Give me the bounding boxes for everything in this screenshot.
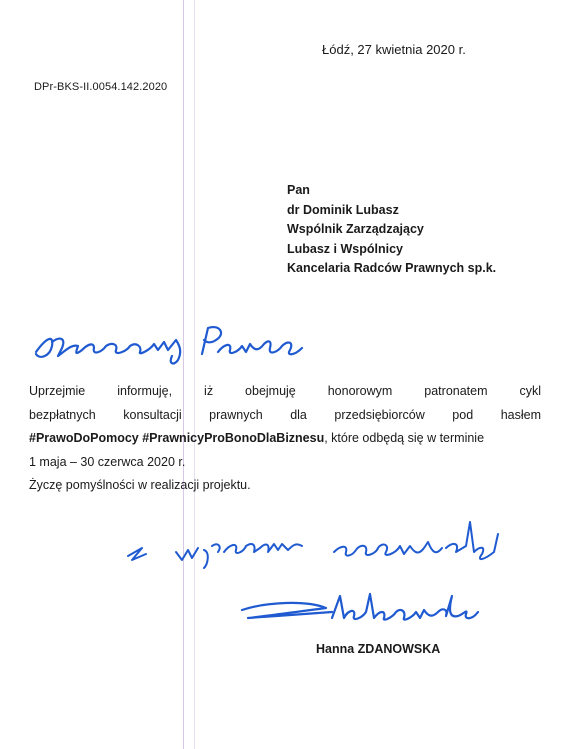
body-line: Uprzejmie informuję, iż obejmuję honorowym patronatem cykl xyxy=(29,384,541,398)
addressee-line: dr Dominik Lubasz xyxy=(287,202,399,217)
reference-number: DPr-BKS-II.0054.142.2020 xyxy=(34,81,168,93)
signer-name: Hanna ZDANOWSKA xyxy=(316,642,441,656)
body-line: 1 maja – 30 czerwca 2020 r. xyxy=(29,454,186,469)
handwritten-closing xyxy=(120,512,540,572)
signature xyxy=(236,588,496,636)
addressee-line: Wspólnik Zarządzający xyxy=(287,222,424,236)
letter-body xyxy=(29,380,541,498)
addressee-line: Pan xyxy=(287,183,310,197)
addressee-line: Kancelaria Radców Prawnych sp.k. xyxy=(287,261,497,275)
margin-line xyxy=(183,0,184,749)
body-line: Życzę pomyślności w realizacji projektu. xyxy=(29,478,251,492)
addressee-line: Lubasz i Wspólnicy xyxy=(287,241,403,256)
handwritten-salutation xyxy=(32,316,322,368)
body-line: bezpłatnych konsultacji prawnych dla przedsiębiorców pod hasłem xyxy=(29,407,541,422)
letter-date: Łódź, 27 kwietnia 2020 r. xyxy=(322,42,466,57)
margin-line-secondary xyxy=(194,0,195,749)
body-line xyxy=(29,427,541,451)
body-line-rest: , które odbędą się w terminie xyxy=(324,431,485,445)
addressee-block xyxy=(287,181,496,279)
hashtags: #PrawoDoPomocy #PrawnicyProBonoDlaBiznesu xyxy=(29,431,325,445)
